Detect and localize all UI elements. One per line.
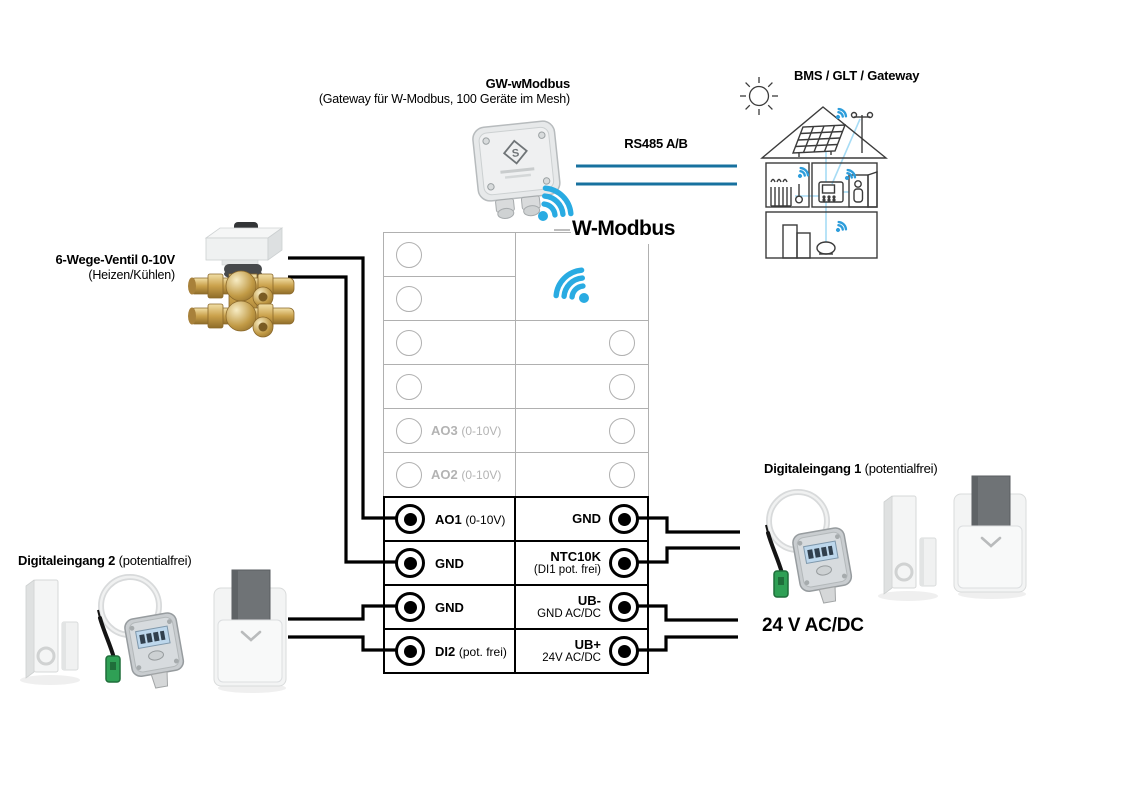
di2-terminal-label: DI2 (pot. frei)	[435, 643, 507, 659]
terminal-gnd-2	[395, 592, 425, 622]
inactive-row-right-2	[515, 364, 649, 409]
gateway-title: GW-wModbus	[485, 76, 570, 91]
house-network-links	[795, 119, 860, 242]
inactive-row-left-3	[383, 320, 516, 365]
wire-di2-gnd	[288, 606, 396, 619]
terminal-ub-minus	[609, 592, 639, 622]
terminal-gnd-right	[609, 504, 639, 534]
card-switch-image-di2	[206, 564, 296, 696]
ao2-label: AO2 (0-10V)	[431, 467, 502, 482]
inactive-row-left-1	[383, 232, 516, 277]
terminal-row-ntc10k	[514, 540, 649, 586]
inactive-row-ao2	[383, 452, 516, 497]
digital-input-1-label: Digitaleingang 1 (potentialfrei)	[764, 461, 938, 476]
terminal-gnd-1	[395, 548, 425, 578]
wmodbus-wifi-cell	[515, 232, 649, 321]
terminal-circle-empty	[396, 286, 422, 312]
wmodbus-label: W-Modbus	[571, 216, 678, 244]
solar-panel-icon	[793, 125, 845, 157]
terminal-row-ub-minus	[514, 584, 649, 630]
digital-input-2-label: Digitaleingang 2 (potentialfrei)	[18, 553, 192, 568]
sun-icon	[740, 77, 778, 115]
wire-di2-di2	[288, 637, 396, 650]
power-supply-label: 24 V AC/DC	[762, 615, 864, 636]
terminal-circle-empty	[609, 330, 635, 356]
gnd2-label: GND	[435, 599, 464, 615]
terminal-circle-empty	[609, 462, 635, 488]
control-panel-icon	[819, 182, 843, 202]
terminal-di2	[395, 636, 425, 666]
terminal-circle-empty	[396, 330, 422, 356]
gateway-wifi-icon	[525, 178, 587, 230]
ao1-label: AO1 (0-10V)	[435, 511, 506, 527]
inactive-row-ao3	[383, 408, 516, 453]
ntc10k-label: NTC10K (DI1 pot. frei)	[533, 549, 601, 576]
bms-building-image	[735, 60, 895, 260]
wire-di1-gnd	[636, 518, 740, 532]
wire-valve-ao1	[288, 258, 396, 518]
terminal-ao1	[395, 504, 425, 534]
terminal-block	[383, 232, 649, 674]
terminal-circle-empty	[396, 418, 422, 444]
ub-plus-label: UB+ 24V AC/DC	[542, 637, 601, 664]
gateway-logo: S	[511, 147, 520, 160]
terminal-circle-empty	[396, 374, 422, 400]
bms-label: BMS / GLT / Gateway	[794, 68, 920, 83]
card-switch-image-di1	[946, 470, 1036, 602]
terminal-circle-empty	[396, 242, 422, 268]
terminal-row-ao1	[383, 496, 516, 542]
room-sensor-icon	[817, 242, 835, 254]
sensor-device-image-di1	[758, 481, 863, 609]
valve-title: 6-Wege-Ventil 0-10V	[55, 252, 175, 267]
sensor-device-image-di2	[90, 566, 195, 694]
six-way-valve-image	[182, 220, 300, 360]
inactive-row-right-1	[515, 320, 649, 365]
door-person-icon	[849, 172, 877, 207]
terminal-row-di2	[383, 628, 516, 674]
gnd1-label: GND	[435, 555, 464, 571]
ao3-label: AO3 (0-10V)	[431, 423, 502, 438]
terminal-circle-empty	[609, 374, 635, 400]
terminal-row-gnd-1	[383, 540, 516, 586]
terminal-ntc10k	[609, 548, 639, 578]
valve-subtitle: (Heizen/Kühlen)	[88, 268, 175, 282]
radiator-icon	[771, 180, 791, 207]
terminal-circle-empty	[609, 418, 635, 444]
inactive-row-right-3	[515, 408, 649, 453]
ub-minus-label: UB- GND AC/DC	[537, 593, 601, 620]
gateway-subtitle: (Gateway für W-Modbus, 100 Geräte im Mesh)	[318, 92, 570, 106]
wire-valve-gnd	[288, 277, 396, 562]
wmodbus-wifi-icon	[530, 248, 596, 310]
door-contact-image-di2	[14, 570, 86, 688]
terminal-circle-empty	[396, 462, 422, 488]
inactive-row-left-2	[383, 276, 516, 321]
house-room-middle	[812, 163, 877, 207]
wire-di1-ntc	[636, 548, 740, 562]
wire-power-ubplus	[636, 637, 738, 650]
terminal-row-gnd-right	[514, 496, 649, 542]
boiler-icon	[783, 225, 810, 258]
gnd-right-label: GND	[572, 511, 601, 526]
terminal-row-gnd-2	[383, 584, 516, 630]
door-contact-image-di1	[872, 486, 944, 604]
wire-power-ubminus	[636, 606, 738, 620]
terminal-ub-plus	[609, 636, 639, 666]
terminal-row-ub-plus	[514, 628, 649, 674]
rs485-label: RS485 A/B	[624, 136, 688, 151]
inactive-row-left-4	[383, 364, 516, 409]
thermometer-icon	[796, 184, 803, 203]
inactive-row-right-4	[515, 452, 649, 497]
